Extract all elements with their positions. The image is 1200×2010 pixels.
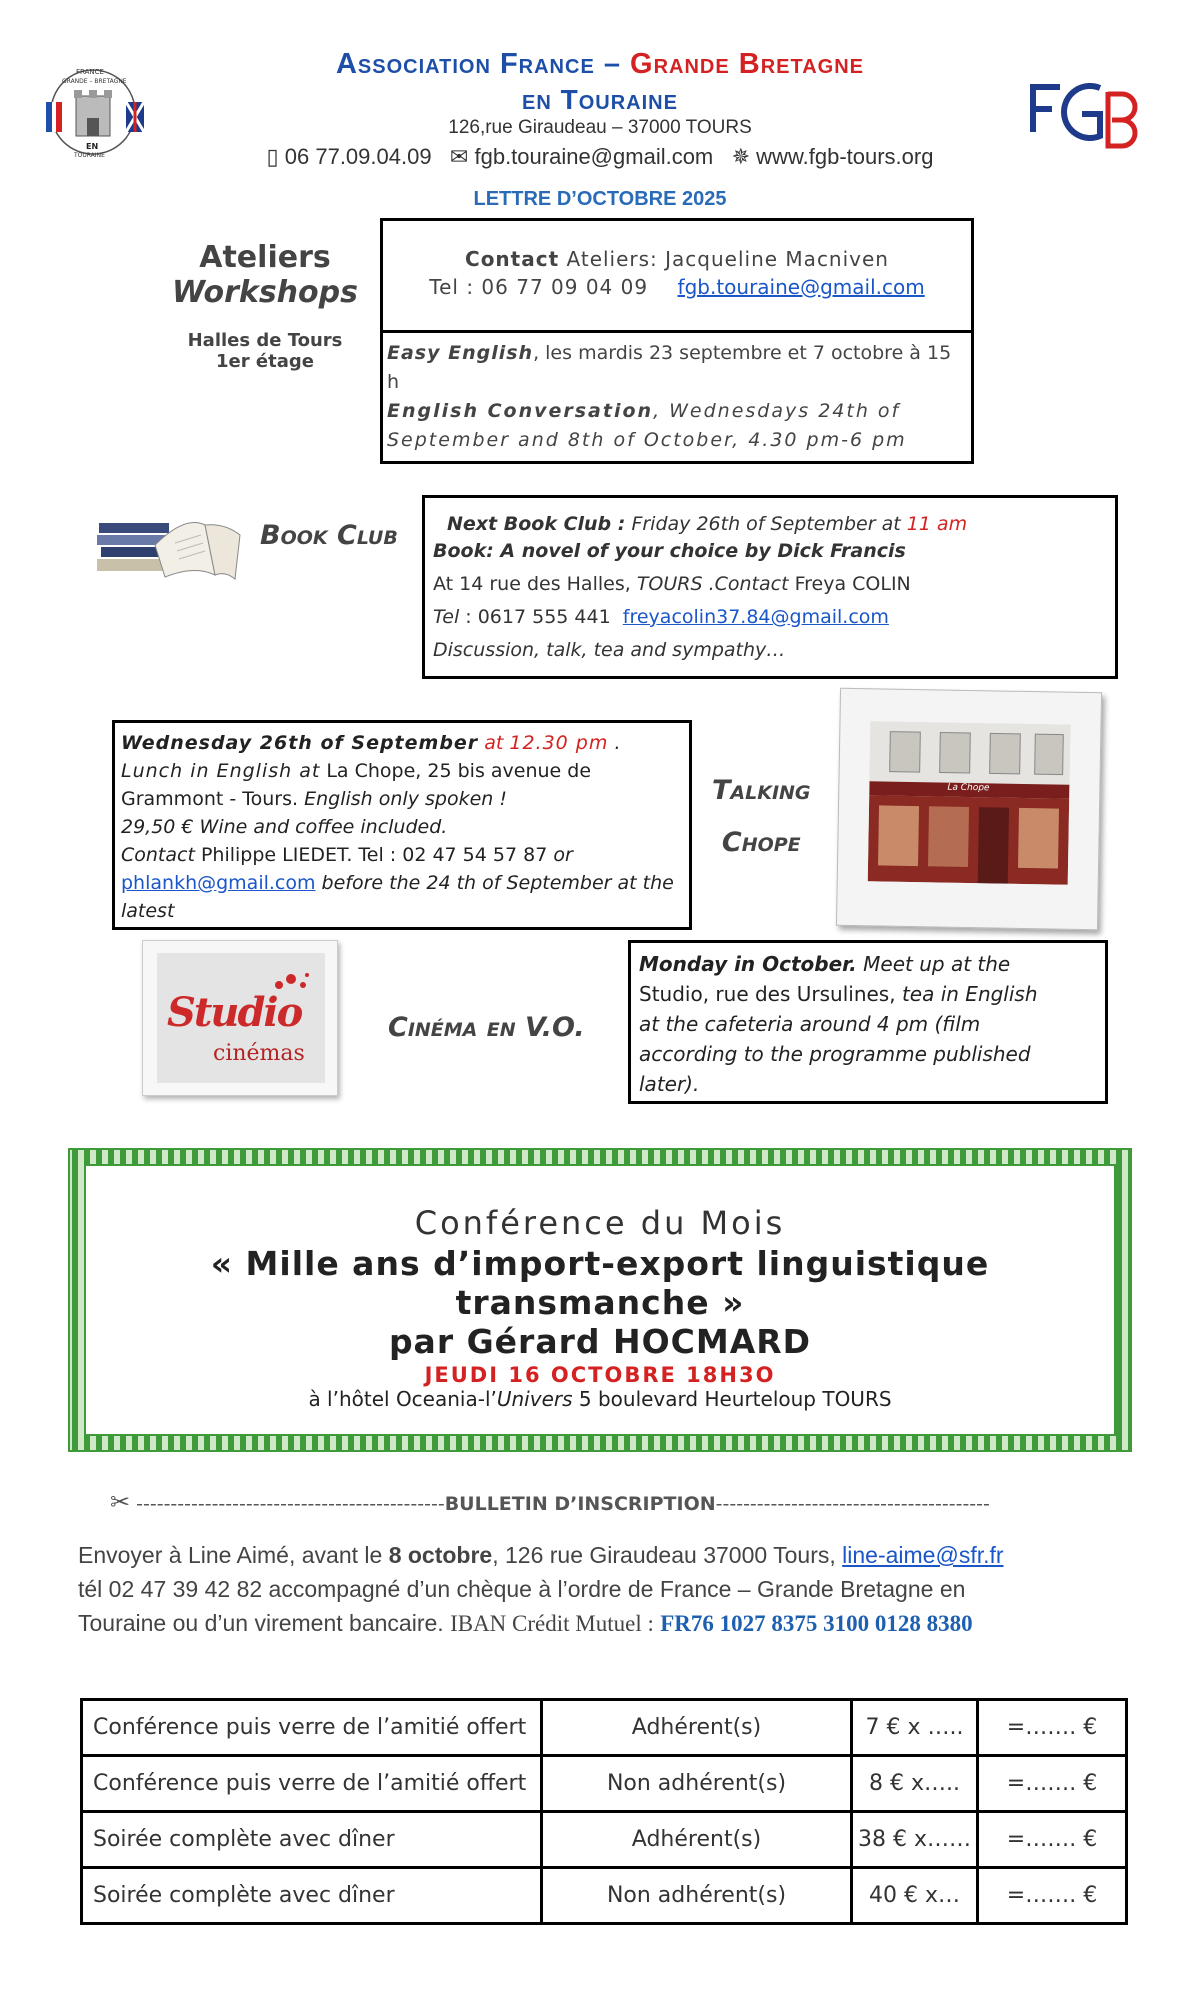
conference-date: JEUDI 16 OCTOBRE 18H3O (424, 1363, 776, 1387)
bookclub-at: at (881, 513, 901, 535)
easy-english-label: Easy English (387, 342, 534, 364)
chope-price: 29,50 € Wine and coffee included. (121, 816, 448, 838)
logo-left (38, 62, 148, 162)
table-cell-event: Conférence puis verre de l’amitié offert (82, 1700, 542, 1756)
chope-lunch-e: - Tours. (229, 788, 299, 810)
conference-title: « Mille ans d’import-export linguistique transmanche » (210, 1244, 990, 1322)
ateliers-place1: Halles de Tours (187, 330, 343, 351)
conference-venue (86, 1387, 1114, 1411)
chope-label-1: Talking (712, 775, 811, 806)
ateliers-contact-section (383, 221, 971, 333)
scissors-icon: ✂ (110, 1488, 131, 1516)
bookclub-address-b: TOURS .Contact (636, 573, 789, 595)
association-title (200, 48, 1000, 81)
table-cell-total[interactable]: =……. € (978, 1756, 1127, 1812)
email-address[interactable]: fgb.touraine@gmail.com (474, 144, 714, 169)
ateliers-subtitle: Workshops (172, 275, 358, 310)
bookclub-email[interactable]: freyacolin37.84@gmail.com (622, 606, 889, 628)
ateliers-contact-text: Ateliers: Jacqueline Macniven (566, 247, 889, 271)
chope-time: 12.30 pm (509, 732, 609, 754)
chope-contact-a: Contact (121, 844, 195, 866)
bulletin-instructions (78, 1538, 1158, 1641)
chope-label-2: Chope (721, 827, 801, 858)
phone-number: 06 77.09.04.09 (284, 144, 432, 169)
ateliers-box (380, 218, 974, 464)
cinema-text5: later). (639, 1072, 700, 1096)
logo-left-text-en: EN (86, 142, 99, 151)
mail-icon: ✉ (449, 144, 469, 169)
newsletter-title: LETTRE D’OCTOBRE 2025 (473, 188, 727, 210)
table-cell-total[interactable]: =……. € (978, 1812, 1127, 1868)
table-cell-price: 7 € x ….. (852, 1700, 978, 1756)
table-cell-price: 38 € x…… (852, 1812, 978, 1868)
conversation-text2a: September and 8th of October (387, 429, 733, 451)
bookclub-tel-label: Tel (433, 606, 460, 628)
bulletin-line1-c: , 126 rue Giraudeau 37000 Tours, (492, 1542, 836, 1568)
bookclub-note: Discussion, talk, tea and sympathy… (433, 639, 786, 661)
cinema-label: Cinéma en V.O. (388, 1012, 585, 1043)
books-illustration (95, 505, 245, 585)
pricing-table (80, 1698, 1128, 1925)
bulletin-header (110, 1488, 1110, 1516)
chope-at: at (484, 732, 504, 754)
address: 126,rue Giraudeau – 37000 TOURS (448, 117, 752, 138)
ateliers-title: Ateliers (199, 240, 331, 275)
chope-label (712, 765, 811, 869)
ateliers-place2: 1er étage (216, 351, 314, 372)
studio-logo-word1: Studio (167, 989, 302, 1036)
phone-icon: ▯ (266, 144, 279, 169)
bulletin-iban-label: IBAN Crédit Mutuel : (450, 1611, 654, 1636)
title-france: Association France – (335, 48, 621, 80)
bookclub-date: Friday 26th of September (631, 513, 876, 535)
logo-left-text-top: FRANCE (76, 68, 104, 76)
association-subtitle: en Touraine (522, 84, 678, 115)
cinema-box (628, 940, 1108, 1104)
conference-venue-a: à l’hôtel Oceania-l’ (308, 1387, 497, 1411)
table-row (82, 1700, 1127, 1756)
chope-date: Wednesday 26th of September (121, 732, 479, 754)
logo-left-text-bottom: TOURAINE (74, 152, 105, 159)
table-cell-price: 8 € x….. (852, 1756, 978, 1812)
studio-logo-dots (273, 971, 313, 995)
chope-box (112, 720, 692, 930)
table-cell-price: 40 € x… (852, 1868, 978, 1924)
table-cell-total[interactable]: =……. € (978, 1700, 1127, 1756)
bookclub-address-a: At 14 rue des Halles, (433, 573, 631, 595)
conversation-text1: , Wednesdays 24th of (653, 400, 901, 422)
conference-inner (84, 1164, 1116, 1436)
table-cell-event: Soirée complète avec dîner (82, 1868, 542, 1924)
ateliers-heading (150, 240, 380, 372)
bookclub-tel: : 0617 555 441 (465, 606, 611, 628)
bookclub-address-c: Freya COLIN (794, 573, 911, 595)
table-row (82, 1868, 1127, 1924)
table-cell-type: Adhérent(s) (542, 1812, 852, 1868)
bulletin-dashes-right: ---------------------------------------- (715, 1493, 990, 1515)
table-cell-type: Non adhérent(s) (542, 1868, 852, 1924)
table-cell-event: Soirée complète avec dîner (82, 1812, 542, 1868)
bulletin-line1-a: Envoyer à Line Aimé, avant le (78, 1542, 383, 1568)
chope-email[interactable]: phlankh@gmail.com (121, 872, 316, 894)
easy-english-text: , les mardis 23 septembre et 7 octobre à 15 h (387, 342, 952, 393)
table-cell-type: Adhérent(s) (542, 1700, 852, 1756)
chope-photo (868, 721, 1071, 884)
bulletin-email[interactable]: line-aime@sfr.fr (842, 1542, 1004, 1568)
cinema-text3: at the cafeteria around 4 pm (film (639, 1012, 981, 1036)
cinema-day: Monday in October. (639, 952, 857, 976)
ateliers-tel: Tel : 06 77 09 04 09 (429, 275, 649, 299)
cinema-text2: Studio, rue des Ursulines, (639, 982, 896, 1006)
logo-right (1030, 80, 1140, 152)
bulletin-title: BULLETIN D’INSCRIPTION (444, 1493, 716, 1515)
web-icon: ✵ (731, 144, 751, 169)
chope-photo-frame (836, 688, 1102, 931)
table-row (82, 1812, 1127, 1868)
bulletin-deadline: 8 octobre (388, 1542, 493, 1568)
chope-latest: latest (121, 900, 175, 922)
conversation-label: English Conversation (387, 400, 654, 422)
chope-lunch-f: English only spoken ! (304, 788, 507, 810)
conference-heading: Conférence du Mois (414, 1204, 786, 1242)
bulletin-line2: tél 02 47 39 42 82 accompagné d’un chèque à l’ordre de France – Grande Bretagne en (78, 1576, 966, 1602)
table-cell-type: Non adhérent(s) (542, 1756, 852, 1812)
studio-logo (142, 940, 338, 1096)
cinema-text2b: tea in English (901, 982, 1038, 1006)
bulletin-dashes-left: --------------------------------------------- (136, 1493, 445, 1515)
chope-before: before the 24 th of September at the (321, 872, 674, 894)
bookclub-box (422, 495, 1118, 679)
ateliers-schedule (383, 333, 971, 461)
bookclub-time: 11 am (906, 513, 968, 535)
chope-dot: . (614, 732, 621, 754)
conference-speaker: par Gérard HOCMARD (388, 1322, 812, 1361)
bulletin-line3-a: Touraine ou d’un virement bancaire. (78, 1610, 444, 1636)
contact-row (200, 144, 1000, 170)
conference-frame (70, 1150, 1130, 1450)
conference-venue-c: 5 boulevard Heurteloup TOURS (578, 1387, 892, 1411)
bookclub-next-label: Next Book Club : (447, 513, 626, 535)
chope-lunch-c: 25 bis avenue de (427, 760, 592, 782)
conference-venue-b: Univers (496, 1387, 573, 1411)
website[interactable]: www.fgb-tours.org (756, 144, 934, 169)
table-cell-total[interactable]: =……. € (978, 1868, 1127, 1924)
logo-left-text-mid: GRANDE – BRETAGNE (62, 78, 127, 85)
chope-contact-b: Philippe LIEDET. Tel : 02 47 54 57 87 (200, 844, 548, 866)
chope-lunch-a: Lunch in English at (121, 760, 321, 782)
chope-lunch-b: La Chope, (326, 760, 422, 782)
chope-photo-sign: La Chope (947, 782, 990, 794)
bookclub-book: Book: A novel of your choice by Dick Francis (433, 540, 906, 562)
table-row (82, 1756, 1127, 1812)
bulletin-iban: FR76 1027 8375 3100 0128 8380 (660, 1611, 973, 1636)
cinema-text4: according to the programme published (639, 1042, 1031, 1066)
ateliers-email[interactable]: fgb.touraine@gmail.com (677, 275, 925, 299)
chope-contact-c: or (553, 844, 573, 866)
bookclub-label: Book Club (260, 520, 398, 551)
title-gb: Grande Bretagne (630, 48, 865, 80)
chope-lunch-d: Grammont (121, 788, 224, 810)
table-cell-event: Conférence puis verre de l’amitié offert (82, 1756, 542, 1812)
conversation-text2b: , 4.30 pm-6 pm (732, 429, 907, 451)
ateliers-contact-label: Contact (465, 247, 560, 271)
studio-logo-word2: cinémas (213, 1041, 305, 1066)
cinema-text1: Meet up at the (863, 952, 1011, 976)
